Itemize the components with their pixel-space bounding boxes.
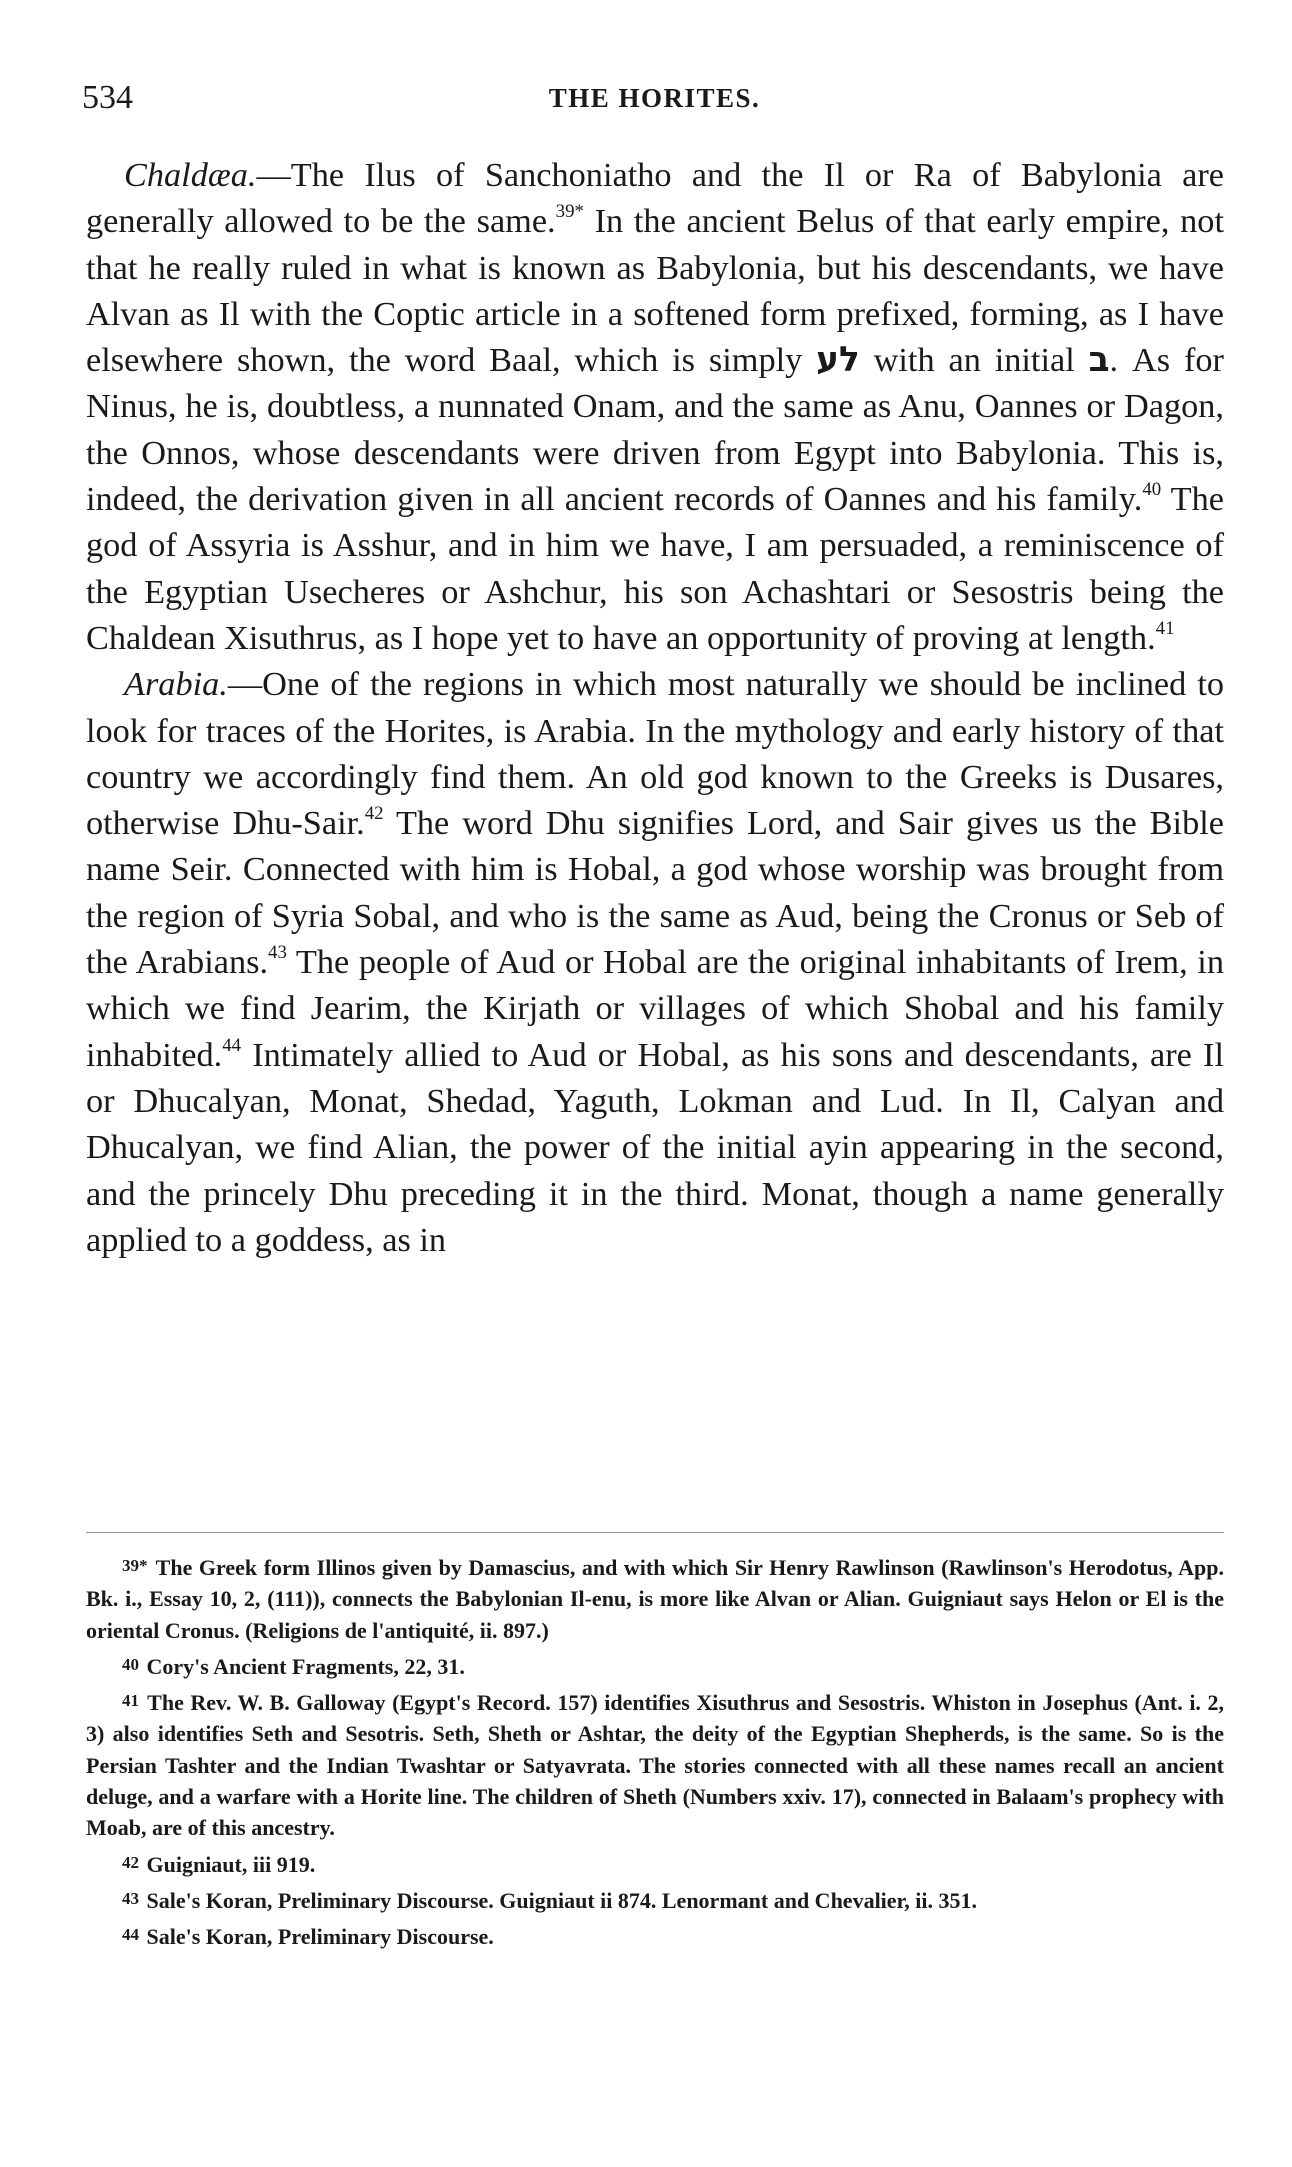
text-run: The word Dhu signifies Lord, and Sair gives us the Bible name Seir. Connected with him is Hobal, a god whose worship was brought from the region of Syria Sobal, and who is the same as Aud, being the Cronus or Seb of the Arabians. [86,804,1224,982]
footnote-text: Guigniaut, iii 919. [146,1851,316,1877]
footnote-mark: 41 [122,1691,139,1711]
page-number: 534 [82,79,133,116]
section-lead-arabia: Arabia. [124,665,228,704]
section-lead-chaldaea: Chaldæa. [124,156,257,194]
footnote-ref: 44 [222,1034,242,1056]
text-run: with an initial [859,341,1089,380]
footnote-mark: 42 [122,1852,139,1872]
running-title: THE HORITES. [548,83,761,113]
footnote-text: The Rev. W. B. Galloway (Egypt's Record. 157) identifies Xisuthrus and Sesostris. Whiston in Josephus (Ant. i. 2, 3) also identifies Seth and Sesotris. Seth, Sheth or Ashtar, the deity of the Egyptian Shepherds, is the same. So is the Persian Tashter and the Indian Twashtar or Satyavrata. The stories connected with all these names recall an ancient deluge, and a warfare with a Horite line. The children of Sheth (Numbers xxiv. 17), connected in Balaam's prophecy with Moab, are of this ancestry. [86,1690,1224,1841]
paragraph-chaldaea [86,152,1224,661]
footnote [86,1919,1224,1952]
text-run: —The Ilus of Sanchoniatho and the Il or Ra of Babylonia are generally allowed to be the same. [86,156,1224,241]
footnote-ref: 39* [555,201,584,223]
footnote-text: Cory's Ancient Fragments, 22, 31. [146,1653,465,1679]
paragraph-arabia [86,661,1224,1263]
text-run: —One of the regions in which most naturally we should be inclined to look for traces of the Horites, is Arabia. In the mythology and early history of that country we accordingly find them. An old god known to the Greeks is Dusares, otherwise Dhu-Sair. [86,665,1224,843]
footnote [86,1685,1224,1843]
footnote [86,1847,1224,1880]
footnote-mark: 39* [122,1556,148,1575]
hebrew-letter: ב [1088,340,1110,381]
footnote-ref: 41 [1155,617,1175,639]
footnote-divider [86,1532,1224,1533]
text-run: The god of Assyria is Asshur, and in him we have, I am persuaded, a reminiscence of the Egyptian Usecheres or Ashchur, his son Achashtari or Sesostris being the Chaldean Xisuthrus, as I hope yet to have an opportunity of proving at length. [86,480,1224,657]
footnote-ref: 40 [1142,479,1162,500]
footnote-mark: 43 [122,1888,139,1908]
text-run: In the ancient Belus of that early empire, not that he really ruled in what is known as Babylonia, but his descendants, we have Alvan as Il with the Coptic article in a softened form prefixed, forming, as I have elsewhere shown, the word Baal, which is simply [86,202,1224,380]
footnote-mark: 44 [122,1925,139,1945]
footnotes [86,1550,1224,1956]
text-run: The people of Aud or Hobal are the original inhabitants of Irem, in which we find Jearim, the Kirjath or villages of which Shobal and his family inhabited. [86,943,1224,1074]
footnote [86,1883,1224,1916]
footnote [86,1550,1224,1646]
text-run: Intimately allied to Aud or Hobal, as his sons and descendants, are Il or Dhucalyan, Monat, Shedad, Yaguth, Lokman and Lud. In Il, Calyan and Dhucalyan, we find Alian, the power of the initial ayin appearing in the second, and the princely Dhu preceding it in the third. Monat, though a name generally applied to a goddess, as in [86,1035,1224,1259]
text-run: . As for Ninus, he is, doubtless, a nunnated Onam, and the same as Anu, Oannes or Dagon, the Onnos, whose descendants were driven from Egypt into Babylonia. This is, indeed, the derivation given in all ancient records of Oannes and his family. [86,341,1224,519]
footnote-text: The Greek form Illinos given by Damascius, and with which Sir Henry Rawlinson (Rawlinson's Herodotus, App. Bk. i., Essay 10, 2, (111)), connects the Babylonian Il-enu, is more like Alvan or Alian. Guigniaut says Helon or El is the oriental Cronus. (Religions de l'antiquité, ii. 897.) [86,1555,1225,1643]
footnote-ref: 43 [268,941,287,963]
main-text [86,152,1224,1263]
footnote-text: Sale's Koran, Preliminary Discourse. [146,1924,494,1950]
page-header [82,76,1227,120]
footnote-text: Sale's Koran, Preliminary Discourse. Guigniaut ii 874. Lenormant and Chevalier, ii. 351. [146,1887,978,1913]
hebrew-word: לע [816,340,860,381]
footnote-ref: 42 [364,803,384,825]
footnote [86,1649,1224,1682]
footnote-mark: 40 [122,1654,139,1674]
